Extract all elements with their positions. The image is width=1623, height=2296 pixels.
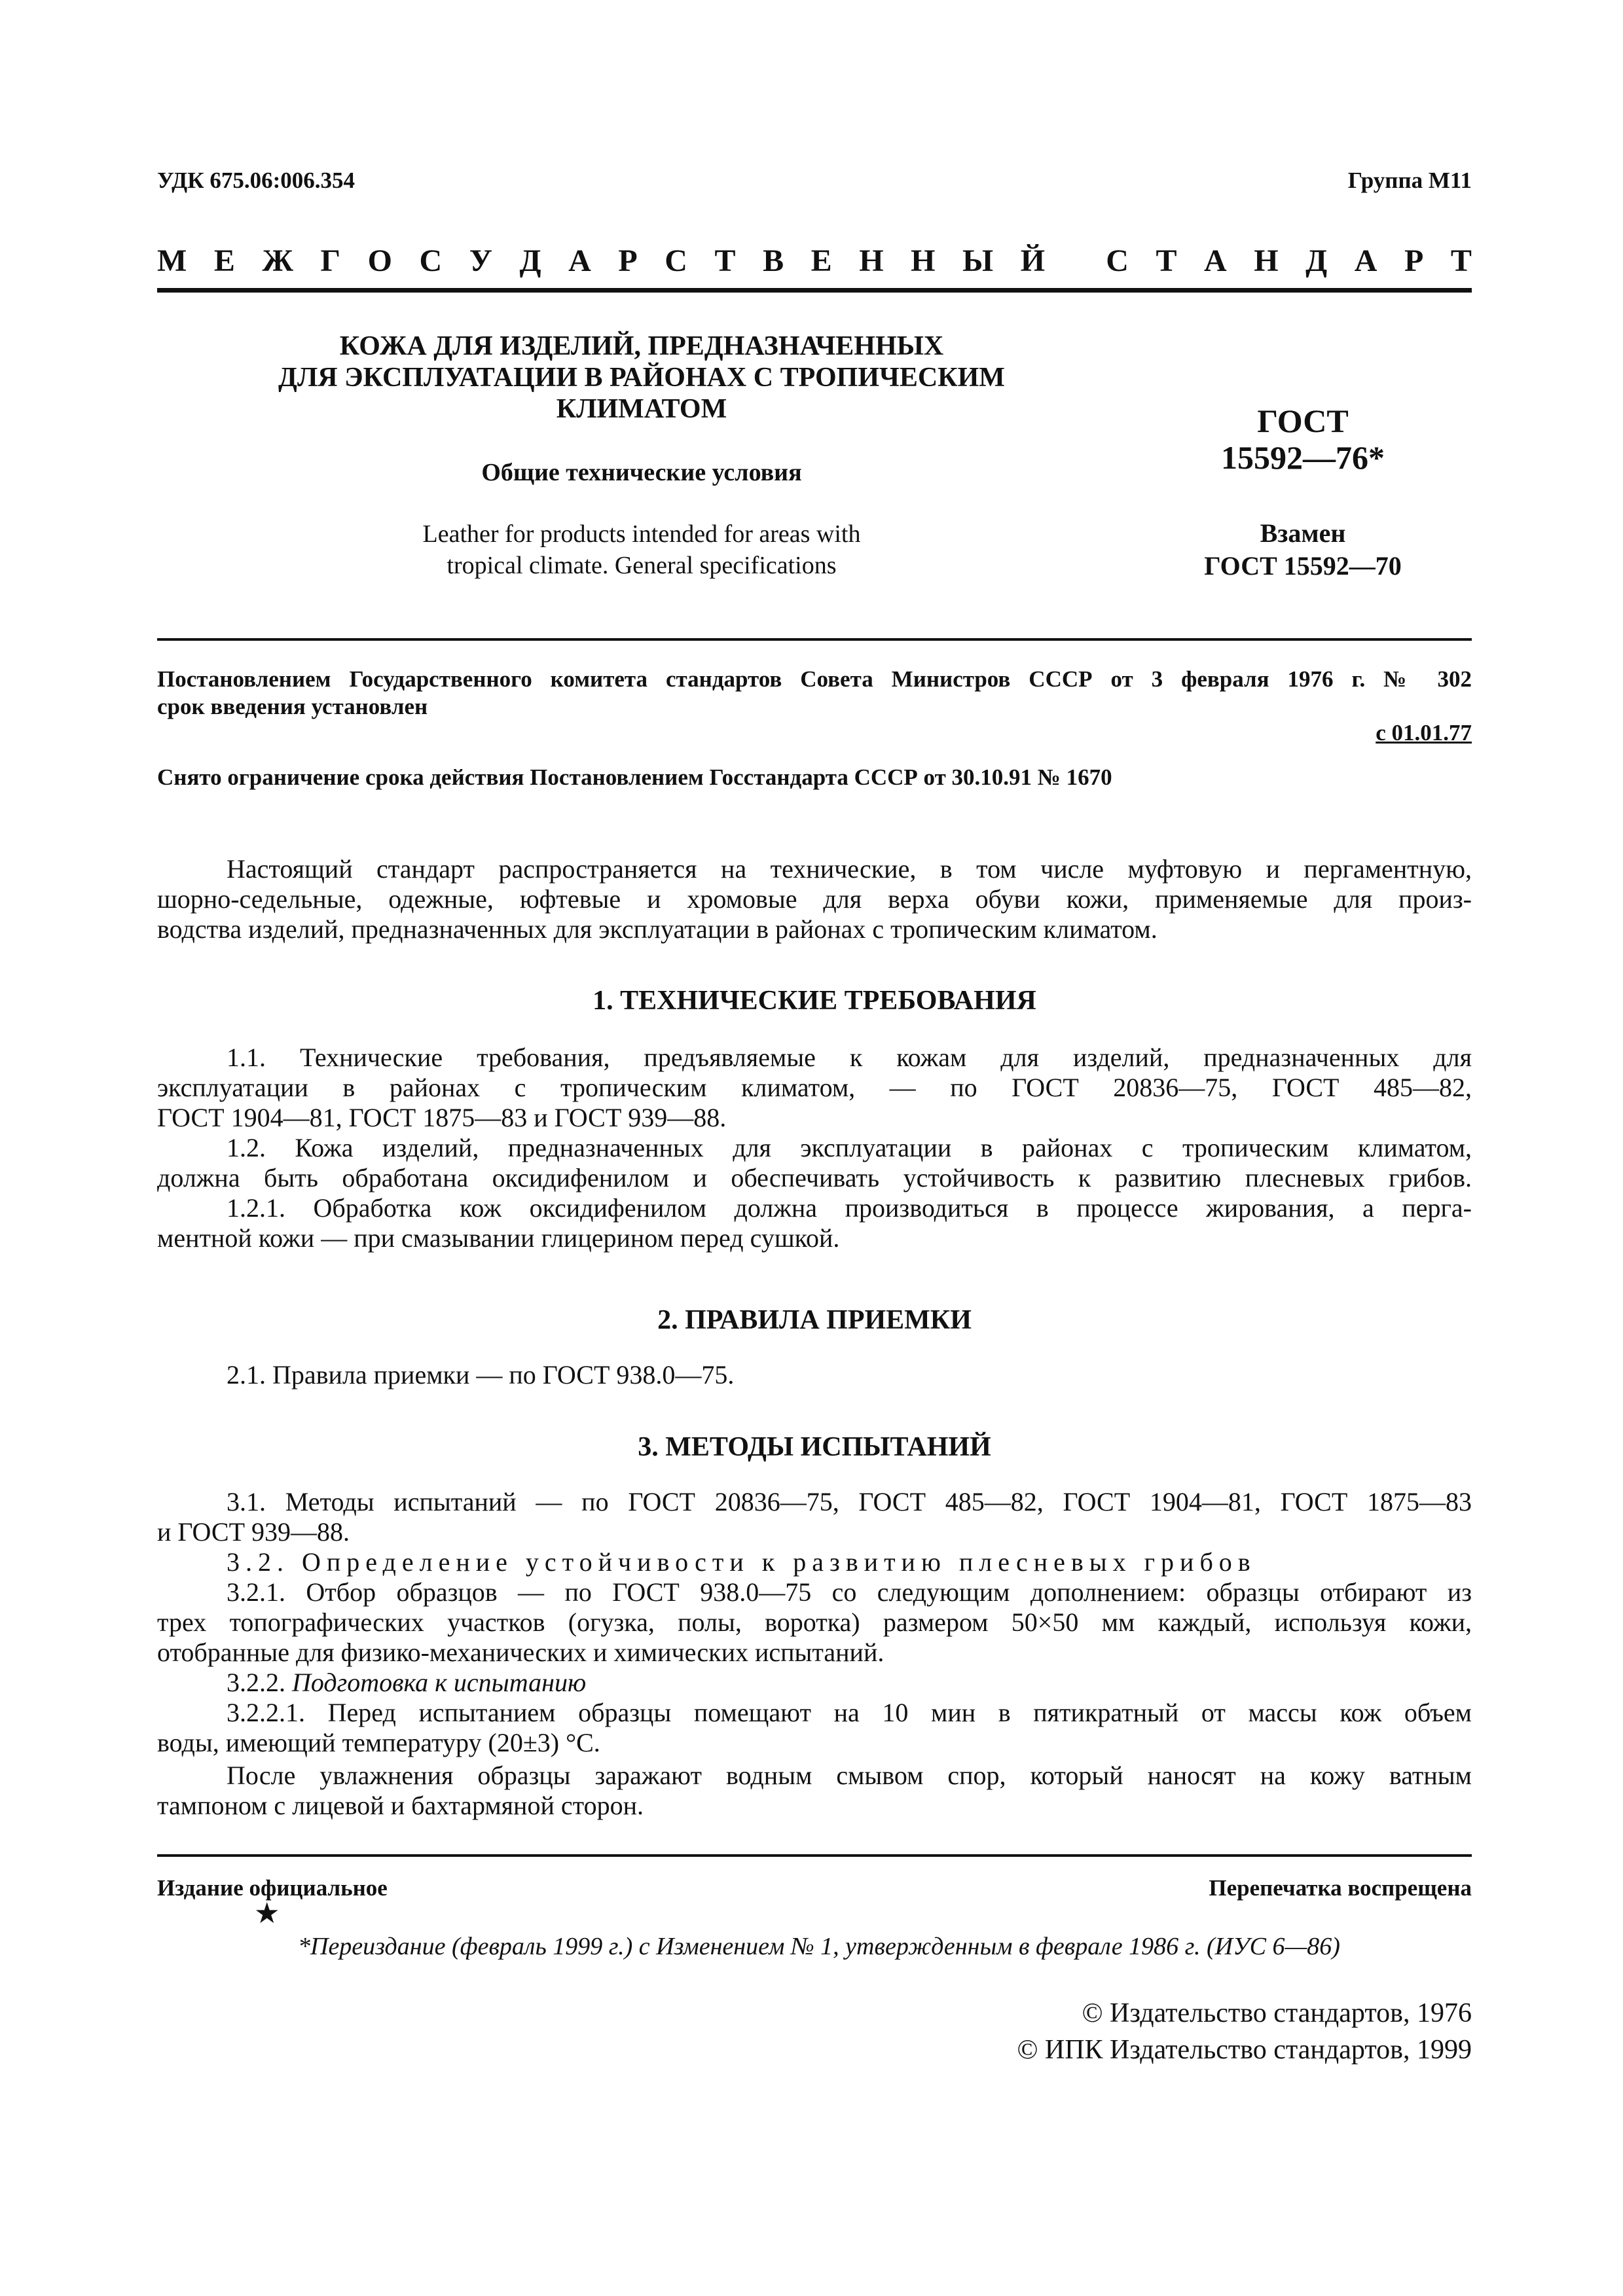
text-line: и ГОСТ 939—88. [157, 1517, 350, 1547]
star-icon: ★ [254, 1897, 280, 1929]
text-line: ментной кожи — при смазывании глицерином перед сушкой. [157, 1223, 840, 1253]
banner-letter: В [763, 243, 784, 278]
udk-code: УДК 675.06:006.354 [157, 168, 356, 193]
copyright-line: © Издательство стандартов, 1976 [1082, 1998, 1472, 2028]
banner-letter: Н [1254, 243, 1279, 278]
text-line: 1.2.1. Обработка кож оксидифенилом должна производиться в процессе жирования, а перга- [227, 1193, 1472, 1223]
text-line: 3.2.1. Отбор образцов — по ГОСТ 938.0—75 со следующим дополнением: образцы отбирают из [227, 1577, 1472, 1607]
replaces-number: ГОСТ 15592—70 [1204, 551, 1402, 581]
banner-letter: Н [911, 243, 936, 278]
english-title-line: Leather for products intended for areas with [422, 520, 861, 548]
banner-letter: А [1354, 243, 1377, 278]
text-line: должна быть обработана оксидифенилом и обеспечивать устойчивость к развитию плесневых грибов. [157, 1163, 1472, 1193]
banner-letter: Д [519, 243, 541, 278]
banner-letter: Д [1305, 243, 1328, 278]
standard-subtitle: Общие технические условия [481, 459, 802, 486]
banner-letter: М [157, 243, 187, 278]
text-line [157, 1668, 1472, 1698]
banner-letter: Й [1020, 243, 1046, 278]
title-line: КОЖА ДЛЯ ИЗДЕЛИЙ, ПРЕДНАЗНАЧЕННЫХ [339, 331, 944, 361]
limit-removed-note: Снято ограничение срока действия Постановлением Госстандарта СССР от 30.10.91 № 1670 [157, 764, 1112, 790]
replaces-label: Взамен [1260, 518, 1346, 548]
text-line: 3.1. Методы испытаний — по ГОСТ 20836—75, ГОСТ 485—82, ГОСТ 1904—81, ГОСТ 1875—83 [227, 1487, 1472, 1516]
banner-letter: О [367, 243, 392, 278]
banner-letter: Н [859, 243, 884, 278]
group-code: Группа М11 [1347, 168, 1472, 193]
banner-letter: А [1204, 243, 1227, 278]
banner-letter: Г [320, 243, 341, 278]
footer-rule [157, 1854, 1472, 1857]
banner-letter: Ы [962, 243, 994, 278]
section-heading: 3. МЕТОДЫ ИСПЫТАНИЙ [638, 1432, 991, 1462]
text-line: отобранные для физико-механических и химических испытаний. [157, 1638, 884, 1667]
banner-letter: С [665, 243, 687, 278]
banner-letter: С [419, 243, 443, 278]
text-line: 3.2. Определение устойчивости к развитию плесневых грибов [227, 1547, 1256, 1577]
interstate-standard-banner [157, 243, 1472, 279]
copyright-line: © ИПК Издательство стандартов, 1999 [1017, 2035, 1472, 2065]
banner-letter: А [568, 243, 591, 278]
section-heading: 1. ТЕХНИЧЕСКИЕ ТРЕБОВАНИЯ [593, 986, 1036, 1016]
reprint-prohibited-label: Перепечатка воспрещена [1209, 1875, 1472, 1901]
text-line: 2.1. Правила приемки — по ГОСТ 938.0—75. [227, 1360, 735, 1390]
text-line: 1.2. Кожа изделий, предназначенных для эксплуатации в районах с тропическим климатом, [227, 1133, 1472, 1162]
text-line: тампоном с лицевой и бахтармяной сторон. [157, 1791, 644, 1820]
section-heading: 2. ПРАВИЛА ПРИЕМКИ [657, 1305, 972, 1335]
gost-designation [1165, 403, 1440, 476]
decree-line: срок введения установлен [157, 694, 428, 719]
official-edition-label: Издание официальное [157, 1875, 388, 1901]
banner-letter: Е [811, 243, 832, 278]
standard-title [157, 331, 1126, 425]
clause-number: 3.2.2. [227, 1668, 285, 1697]
intro-paragraph [157, 854, 1472, 944]
banner-letter: Т [714, 243, 736, 278]
title-line: КЛИМАТОМ [556, 394, 727, 424]
reissue-note: *Переиздание (февраль 1999 г.) с Изменением № 1, утвержденным в феврале 1986 г. (ИУС 6—86) [298, 1933, 1340, 1960]
banner-letter: Р [618, 243, 638, 278]
english-title [157, 518, 1126, 581]
copyright-block [1017, 1995, 1472, 2068]
decree-line: Постановлением Государственного комитета стандартов Совета Министров СССР от 3 февраля 1976 г. № 302 [157, 666, 1472, 692]
english-title-line: tropical climate. General specifications [447, 552, 837, 579]
gost-number: 15592—76* [1221, 439, 1385, 476]
text-line: 1.1. Технические требования, предъявляемые к кожам для изделий, предназначенных для [227, 1043, 1472, 1072]
banner-letter: Ж [262, 243, 293, 278]
banner-gap [1072, 243, 1079, 279]
text-line: ГОСТ 1904—81, ГОСТ 1875—83 и ГОСТ 939—88. [157, 1103, 727, 1132]
banner-letter: У [469, 243, 492, 278]
text-line: трех топографических участков (огузка, полы, воротка) размером 50×50 мм каждый, используя кожи, [157, 1607, 1472, 1637]
text-line: эксплуатации в районах с тропическим климатом, — по ГОСТ 20836—75, ГОСТ 485—82, [157, 1073, 1472, 1102]
banner-letter: Е [213, 243, 235, 278]
text-line: 3.2.2.1. Перед испытанием образцы помещают на 10 мин в пятикратный от массы кож объем [227, 1698, 1472, 1727]
section-1-text [157, 1043, 1472, 1253]
gost-label: ГОСТ [1257, 403, 1349, 439]
title-rule [157, 638, 1472, 641]
banner-letter: Р [1404, 243, 1424, 278]
clause-title: Подготовка к испытанию [292, 1668, 587, 1697]
effective-date: с 01.01.77 [1376, 720, 1472, 745]
replaces-block [1165, 517, 1440, 583]
text-line: шорно-седельные, одежные, юфтевые и хромовые для верха обуви кожи, применяемые для произ- [157, 884, 1472, 914]
text-line: воды, имеющий температуру (20±3) °С. [157, 1728, 600, 1757]
section-3-text [157, 1487, 1472, 1821]
text-line: водства изделий, предназначенных для эксплуатации в районах с тропическим климатом. [157, 914, 1158, 944]
banner-letter: С [1106, 243, 1129, 278]
title-line: ДЛЯ ЭКСПЛУАТАЦИИ В РАЙОНАХ С ТРОПИЧЕСКИМ [278, 363, 1005, 393]
header-rule [157, 288, 1472, 293]
text-line: Настоящий стандарт распространяется на технические, в том числе муфтовую и пергаментную, [227, 854, 1472, 884]
banner-letter: Т [1156, 243, 1177, 278]
banner-letter: Т [1450, 243, 1472, 278]
text-line: После увлажнения образцы заражают водным смывом спор, который наносят на кожу ватным [227, 1761, 1472, 1790]
